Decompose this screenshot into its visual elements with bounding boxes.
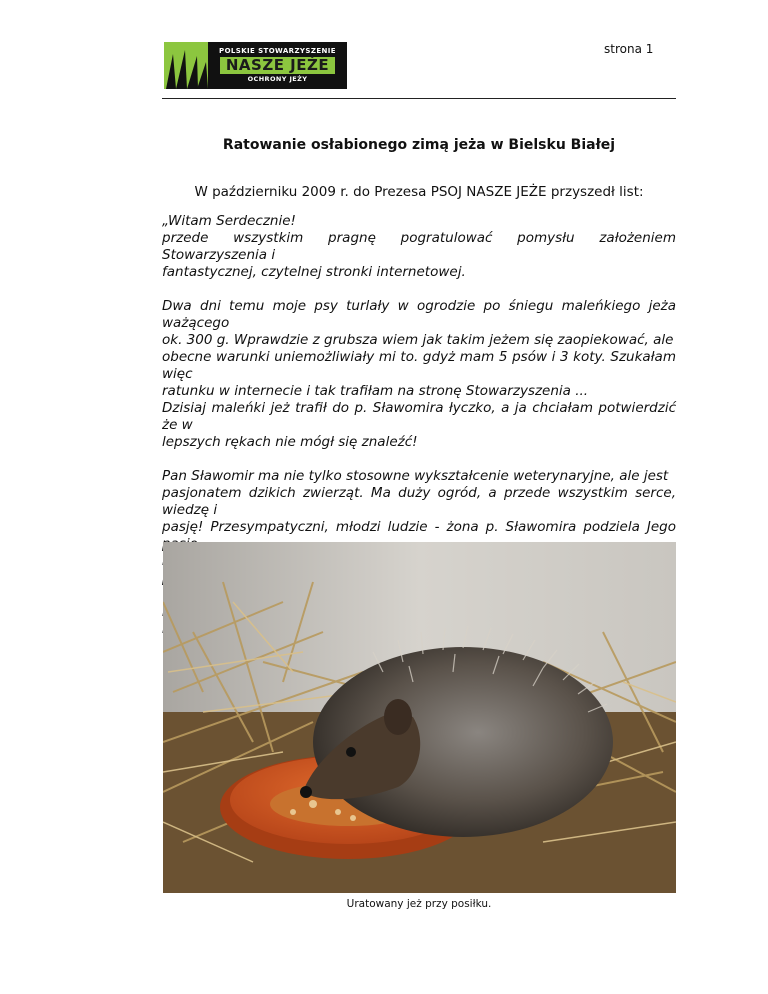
page-number: strona 1	[604, 42, 654, 56]
logo-text-line2: NASZE JEŻE	[220, 57, 335, 74]
letter-line: lepszych rękach nie mógł się znaleźć!	[162, 434, 418, 450]
letter-line: pasjonatem dzikich zwierząt. Ma duży ogród, a przede wszystkim serce, wiedzę i	[162, 485, 676, 518]
photo-caption: Uratowany jeż przy posiłku.	[346, 898, 492, 910]
letter-line: Pan Sławomir ma nie tylko stosowne wykształcenie weterynaryjne, ale jest	[162, 468, 669, 484]
intro-text: W październiku 2009 r. do Prezesa PSOJ NASZE JEŻE przyszedł list:	[194, 184, 644, 200]
hedgehog-photo	[163, 542, 676, 893]
letter-line: Dwa dni temu moje psy turlały w ogrodzie po śniegu maleńkiego jeża ważącego	[162, 298, 676, 331]
header-divider	[162, 98, 676, 99]
letter-line: pasję! Przesympatyczni, młodzi ludzie - żona p. Sławomira podziela Jego	[162, 519, 676, 535]
logo-text-line1: POLSKIE STOWARZYSZENIE	[219, 47, 336, 55]
letter-line: obecne warunki uniemożliwiały mi to. gdyż mam 5 psów i 3 koty. Szukałam więc	[162, 349, 676, 382]
association-logo	[164, 42, 347, 89]
letter-line: fantastycznej, czytelnej stronki internetowej.	[162, 264, 466, 280]
grass-logo-icon	[164, 42, 208, 89]
letter-line: ratunku w internecie i tak trafiłam na stronę Stowarzyszenia ...	[162, 383, 589, 399]
letter-line: ok. 300 g. Wprawdzie z grubsza wiem jak takim jeżem się zaopiekować, ale	[162, 332, 674, 348]
document-title: Ratowanie osłabionego zimą jeża w Bielsku Białej	[222, 137, 616, 153]
letter-paragraph-2	[162, 298, 676, 451]
letter-paragraph-1	[162, 213, 676, 281]
letter-line: Dzisiaj maleńki jeż trafił do p. Sławomira łyczko, a ja chciałam potwierdzić że w	[162, 400, 676, 433]
logo-text-line3: OCHRONY JEŻY	[247, 75, 308, 83]
letter-line: przede wszystkim pragnę pogratulować pomysłu założeniem Stowarzyszenia i	[162, 230, 676, 263]
letter-line: „Witam Serdecznie!	[162, 213, 296, 229]
